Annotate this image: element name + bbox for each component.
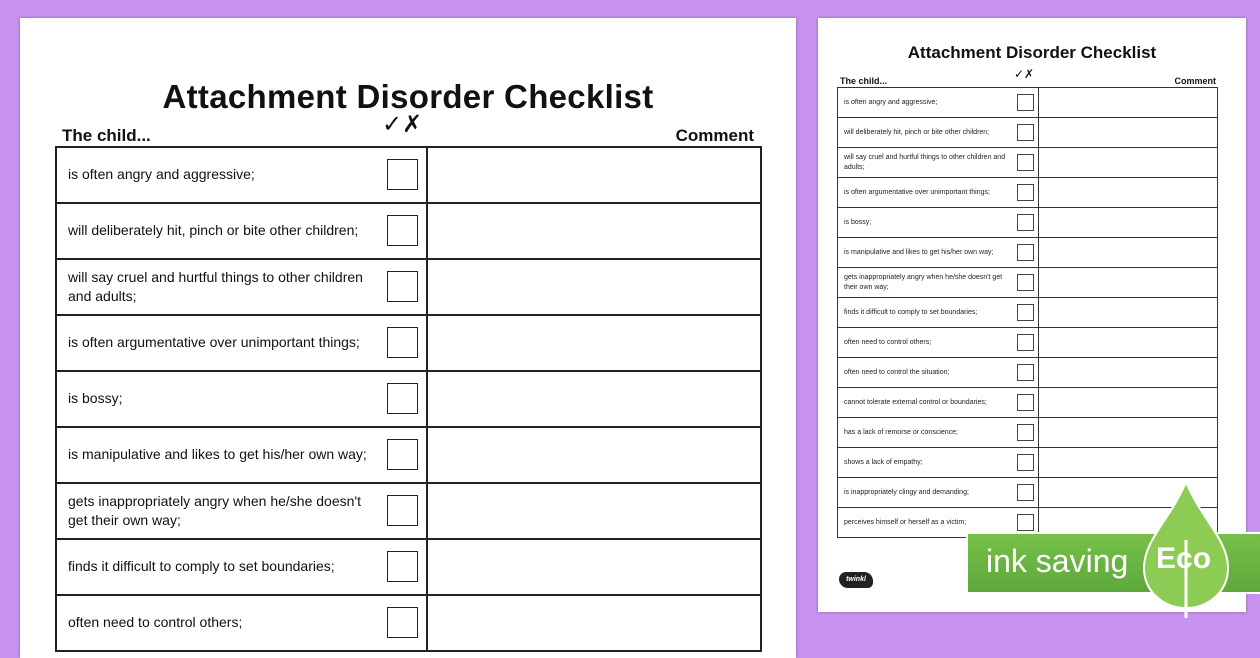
- checklist-checkbox[interactable]: [1017, 214, 1034, 231]
- checklist-item-text: will deliberately hit, pinch or bite other children;: [68, 222, 359, 239]
- checklist-page-large: [20, 18, 796, 658]
- checklist-item-text: is bossy;: [844, 218, 872, 226]
- checklist-row: [838, 328, 1217, 358]
- checklist-item-text: often need to control others;: [68, 614, 243, 631]
- checklist-row: [838, 178, 1217, 208]
- checklist-item-text: perceives himself or herself as a victim;: [844, 518, 967, 526]
- checklist-checkbox[interactable]: [1017, 304, 1034, 321]
- checklist-row: [57, 484, 760, 540]
- comment-divider: [426, 204, 428, 258]
- checklist-item-text: gets inappropriately angry when he/she doesn't get their own way;: [68, 492, 361, 528]
- checklist-row: [57, 260, 760, 316]
- checklist-row: [57, 204, 760, 260]
- checklist-checkbox[interactable]: [387, 215, 418, 246]
- checklist-item-text: will deliberately hit, pinch or bite other children;: [844, 128, 990, 136]
- checklist-item-text: is manipulative and likes to get his/her own way;: [68, 446, 367, 463]
- checklist-checkbox[interactable]: [387, 327, 418, 358]
- checklist-item-text: shows a lack of empathy;: [844, 458, 923, 466]
- checklist-checkbox[interactable]: [1017, 184, 1034, 201]
- checklist-checkbox[interactable]: [1017, 154, 1034, 171]
- checklist-row: [57, 148, 760, 204]
- checklist-checkbox[interactable]: [1017, 424, 1034, 441]
- comment-divider: [1038, 178, 1039, 207]
- comment-divider: [426, 484, 428, 538]
- checklist-checkbox[interactable]: [387, 607, 418, 638]
- checklist-row: [57, 540, 760, 596]
- checklist-checkbox[interactable]: [1017, 244, 1034, 261]
- page-title: Attachment Disorder Checklist: [907, 43, 1157, 62]
- checklist-checkbox[interactable]: [1017, 514, 1034, 531]
- checklist-item-text: is often angry and aggressive;: [844, 98, 938, 106]
- checklist-row: [57, 372, 760, 428]
- comment-divider: [426, 316, 428, 370]
- comment-divider: [1038, 298, 1039, 327]
- checklist-checkbox[interactable]: [1017, 394, 1034, 411]
- checklist-table: [837, 87, 1218, 538]
- checklist-item-text: is often argumentative over unimportant things;: [844, 188, 990, 196]
- checklist-item-text: gets inappropriately angry when he/she doesn't get their own way;: [844, 273, 1003, 291]
- checklist-row: [838, 268, 1217, 298]
- checklist-checkbox[interactable]: [1017, 124, 1034, 141]
- comment-divider: [1038, 418, 1039, 447]
- column-header-child: The child...: [62, 126, 151, 145]
- comment-divider: [1038, 208, 1039, 237]
- column-header-tick-cross: ✓✗: [382, 111, 423, 138]
- checklist-row: [838, 358, 1217, 388]
- comment-divider: [1038, 448, 1039, 477]
- checklist-item-text: is bossy;: [68, 390, 123, 407]
- checklist-checkbox[interactable]: [387, 159, 418, 190]
- checklist-row: [838, 298, 1217, 328]
- comment-divider: [426, 428, 428, 482]
- checklist-row: [838, 388, 1217, 418]
- checklist-item-text: is manipulative and likes to get his/her own way;: [844, 248, 994, 256]
- comment-divider: [1038, 238, 1039, 267]
- checklist-checkbox[interactable]: [387, 271, 418, 302]
- checklist-checkbox[interactable]: [1017, 454, 1034, 471]
- checklist-checkbox[interactable]: [387, 383, 418, 414]
- checklist-item-text: will say cruel and hurtful things to other children and adults;: [844, 153, 1006, 171]
- comment-divider: [426, 372, 428, 426]
- checklist-checkbox[interactable]: [1017, 334, 1034, 351]
- checklist-item-text: is inappropriately clingy and demanding;: [844, 488, 969, 496]
- comment-divider: [1038, 388, 1039, 417]
- checklist-row: [838, 208, 1217, 238]
- comment-divider: [1038, 328, 1039, 357]
- comment-divider: [1038, 268, 1039, 297]
- checklist-row: [838, 238, 1217, 268]
- checklist-row: [838, 118, 1217, 148]
- checklist-row: [57, 316, 760, 372]
- checklist-item-text: has a lack of remorse or conscience;: [844, 428, 958, 436]
- checklist-checkbox[interactable]: [1017, 364, 1034, 381]
- checklist-checkbox[interactable]: [1017, 484, 1034, 501]
- checklist-checkbox[interactable]: [1017, 274, 1034, 291]
- column-header-child: The child...: [840, 76, 888, 86]
- comment-divider: [1038, 358, 1039, 387]
- ink-saving-label: ink saving: [986, 543, 1129, 579]
- page-title: Attachment Disorder Checklist: [162, 78, 654, 115]
- comment-divider: [1038, 478, 1039, 507]
- checklist-table: [55, 146, 762, 652]
- twinkl-logo: twinkl: [839, 572, 873, 588]
- checklist-row: [57, 428, 760, 484]
- comment-divider: [426, 260, 428, 314]
- checklist-checkbox[interactable]: [387, 495, 418, 526]
- comment-divider: [426, 148, 428, 202]
- eco-label: Eco: [1156, 542, 1212, 575]
- checklist-row: [57, 596, 760, 652]
- checklist-row: [838, 88, 1217, 118]
- checklist-item-text: finds it difficult to comply to set boundaries;: [844, 308, 978, 316]
- checklist-row: [838, 418, 1217, 448]
- comment-divider: [426, 540, 428, 594]
- checklist-item-text: often need to control the situation;: [844, 368, 950, 376]
- column-header-comment: Comment: [1174, 76, 1216, 86]
- checklist-item-text: cannot tolerate external control or boundaries;: [844, 398, 987, 406]
- column-header-comment: Comment: [675, 126, 754, 145]
- checklist-checkbox[interactable]: [387, 551, 418, 582]
- checklist-row: [838, 148, 1217, 178]
- checklist-checkbox[interactable]: [1017, 94, 1034, 111]
- comment-divider: [1038, 88, 1039, 117]
- checklist-item-text: will say cruel and hurtful things to other children and adults;: [68, 268, 363, 304]
- checklist-item-text: is often angry and aggressive;: [68, 166, 255, 183]
- comment-divider: [426, 596, 428, 650]
- comment-divider: [1038, 148, 1039, 177]
- checklist-row: [838, 448, 1217, 478]
- column-header-tick-cross: ✓✗: [1014, 67, 1035, 81]
- comment-divider: [1038, 118, 1039, 147]
- checklist-item-text: finds it difficult to comply to set boundaries;: [68, 558, 335, 575]
- checklist-item-text: is often argumentative over unimportant things;: [68, 334, 360, 351]
- checklist-item-text: often need to control others;: [844, 338, 932, 346]
- checklist-checkbox[interactable]: [387, 439, 418, 470]
